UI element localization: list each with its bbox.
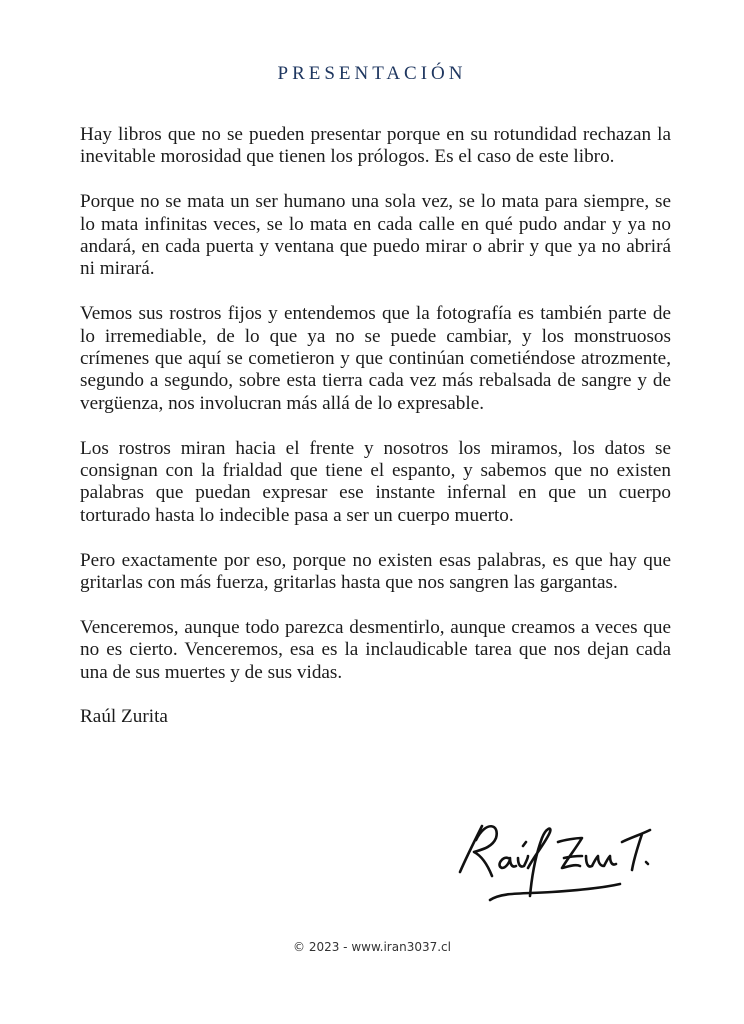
signature-icon xyxy=(452,812,672,902)
paragraph: Vemos sus rostros fijos y entendemos que la fotografía es también parte de lo irremediable, de lo que ya no se puede cambiar, y los monstruosos crímenes que aquí se cometieron y que continúan cometiéndose atrozmente, segundo a segundo, sobre esta tierra cada vez más rebalsada de sangre y de vergüenza, nos involucran más allá de lo expresable. xyxy=(80,303,671,414)
page-title: PRESENTACIÓN xyxy=(277,63,467,84)
document-body xyxy=(80,124,671,751)
paragraph: Porque no se mata un ser humano una sola vez, se lo mata para siempre, se lo mata infinitas veces, se lo mata en cada calle en qué pudo andar y ya no andará, en cada puerta y ventana que puedo mirar o abrir y que ya no abrirá ni mirará. xyxy=(80,191,671,280)
paragraph: Hay libros que no se pueden presentar porque en su rotundidad rechazan la inevitable morosidad que tienen los prólogos. Es el caso de este libro. xyxy=(80,124,671,168)
footer-copyright: © 2023 - www.iran3037.cl xyxy=(293,940,451,954)
paragraph: Pero exactamente por eso, porque no existen esas palabras, es que hay que gritarlas con más fuerza, gritarlas hasta que nos sangren las gargantas. xyxy=(80,549,671,594)
paragraph: Venceremos, aunque todo parezca desmentirlo, aunque creamos a veces que no es cierto. Venceremos, esa es la inclaudicable tarea que nos dejan cada una de sus muertes y de sus vidas. xyxy=(80,616,671,683)
author-name: Raúl Zurita xyxy=(80,706,168,728)
paragraph: Los rostros miran hacia el frente y nosotros los miramos, los datos se consignan con la frialdad que tiene el espanto, y sabemos que no existen palabras que puedan expresar ese instante infernal en que un cuerpo torturado hasta lo indecible pasa a ser un cuerpo muerto. xyxy=(80,437,671,526)
